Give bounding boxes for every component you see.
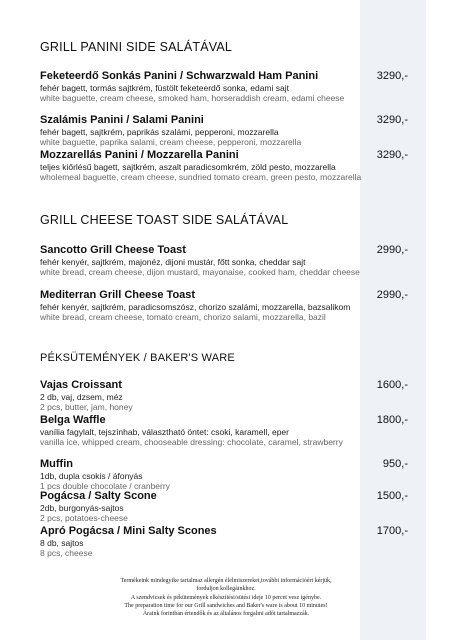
item-name: Pogácsa / Salty Scone: [40, 490, 157, 502]
section-title-grill-panini: GRILL PANINI SIDE SALÁTÁVAL: [40, 40, 233, 54]
item-description-en: wholemeal baguette, cream cheese, sundried tomato cream, green pesto, mozzarella: [40, 172, 362, 182]
item-name: Mozzarellás Panini / Mozzarella Panini: [40, 149, 239, 161]
menu-item: [40, 414, 410, 447]
item-price: 1600,-: [376, 379, 408, 391]
menu-item: [40, 149, 410, 182]
item-description-en: 2 pcs, butter, jam, honey: [40, 402, 133, 412]
item-name: Apró Pogácsa / Mini Salty Scones: [40, 525, 217, 537]
item-description-en: white baguette, cream cheese, smoked ham, horseraddish cream, edami cheese: [40, 93, 345, 103]
item-description-en: white bread, cream cheese, dijon mustard, mayonaise, cooked ham, cheddar cheese: [40, 267, 360, 277]
section-title-bakers-ware: PÉKSÜTEMÉNYEK / BAKER'S WARE: [40, 352, 235, 364]
item-name: Mediterran Grill Cheese Toast: [40, 289, 196, 301]
item-price: 3290,-: [376, 149, 408, 161]
item-name: Muffin: [40, 458, 73, 470]
menu-item: [40, 114, 410, 147]
item-description-hu: 2db, burgonyás-sajtos: [40, 503, 124, 513]
item-description-hu: vanília fagylalt, tejszínhab, választható öntet: csoki, karamell, eper: [40, 427, 289, 437]
item-description-hu: fehér bagett, tormás sajtkrém, füstölt feketeerdő sonka, edami sajt: [40, 83, 289, 93]
item-name: Szalámis Panini / Salami Panini: [40, 114, 204, 126]
allergen-note-contact: forduljon kollegáinkhoz.: [196, 586, 256, 593]
item-description-en: white bread, cream cheese, tomato cream, chorizo salami, mozzarella, bazil: [40, 312, 326, 322]
item-description-hu: fehér bagett, sajtkrém, paprikás szalámi, pepperoni, mozzarella: [40, 127, 279, 137]
item-description-hu: fehér kenyér, sajtkrém, paradicsomszósz, chorizo szalámi, mozzarella, bazsalikom: [40, 302, 351, 312]
item-name: Sancotto Grill Cheese Toast: [40, 244, 186, 256]
menu-item: [40, 379, 410, 412]
item-description-en: 8 pcs, cheese: [40, 548, 93, 558]
section-title-grill-cheese-toast: GRILL CHEESE TOAST SIDE SALÁTÁVAL: [40, 213, 289, 227]
price-vat-note: Áraink forintban értendők és az általános forgalmi adót tartalmazzák.: [142, 611, 310, 618]
item-price: 2990,-: [376, 244, 408, 256]
footer-notes: [20, 577, 432, 618]
item-price: 1500,-: [376, 490, 408, 502]
item-description-en: 2 pcs, potatoes-cheese: [40, 513, 128, 523]
menu-item: [40, 458, 410, 491]
item-description-en: 1 pcs double chocolate / cranberry: [40, 481, 170, 491]
item-price: 3290,-: [376, 114, 408, 126]
allergen-note: Termékeink mindegyike tartalmaz allergén élelmiszereket,további információért kérjük,: [120, 578, 332, 584]
menu-item: [40, 70, 410, 103]
item-description-en: white baguette, paprika salami, cream cheese, pepperoni, mozzarella: [40, 137, 302, 147]
menu-page: [40, 0, 410, 640]
item-name: Feketeerdő Sonkás Panini / Schwarzwald Ham Panini: [40, 70, 319, 82]
item-price: 1800,-: [376, 414, 408, 426]
item-description-en: vanilla ice, whipped cream, chooseable dressing: chocolate, caramel, strawberry: [40, 437, 343, 447]
item-description-hu: 8 db, sajtos: [40, 538, 84, 548]
item-price: 2990,-: [376, 289, 408, 301]
item-name: Vajas Croissant: [40, 379, 122, 391]
item-name: Belga Waffle: [40, 414, 106, 426]
prep-time-note-hu: A szendvicsek és pékütemények elkészítési/sütési ideje 10 percet vesz igénybe.: [130, 594, 322, 601]
item-price: 3290,-: [376, 70, 408, 82]
item-description-hu: 2 db, vaj, dzsem, méz: [40, 392, 123, 402]
menu-item: [40, 525, 410, 558]
prep-time-note-en: The preparation time for our Grill sandwiches and Baker's ware is about 10 minutes!: [124, 602, 328, 609]
menu-item: [40, 289, 410, 322]
item-description-hu: teljes kiőrlésű bagett, sajtkrém, aszalt paradicsomkrém, zöld pesto, mozzarella: [40, 162, 336, 172]
item-price: 1700,-: [376, 525, 408, 537]
item-description-hu: 1db, dupla csokis / áfonyás: [40, 471, 143, 481]
item-price: 950,-: [382, 458, 408, 470]
menu-item: [40, 490, 410, 523]
menu-item: [40, 244, 410, 277]
item-description-hu: fehér kenyér, sajtkrém, majonéz, dijoni mustár, főtt sonka, cheddar sajt: [40, 257, 306, 267]
